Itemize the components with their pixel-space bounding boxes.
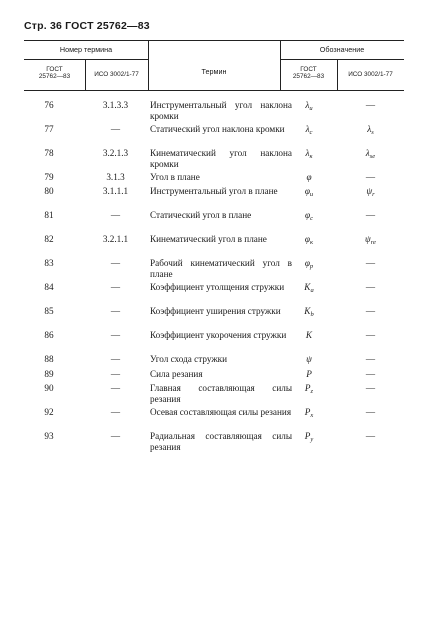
gost-symbol-sub: и [309, 191, 314, 198]
gost-symbol-sub: к [309, 153, 313, 160]
iso-symbol [337, 258, 404, 268]
iso-symbol [337, 100, 404, 110]
iso-clause: — [110, 306, 121, 316]
iso-clause: — [110, 354, 121, 364]
term-number: 83 [44, 258, 54, 268]
term-text: Сила резания [150, 369, 203, 379]
term-text: Коэффициент укорочения стружки [150, 330, 287, 340]
gost-symbol-sub: x [310, 412, 314, 419]
term-number: 81 [44, 210, 54, 220]
term-text: Статический угол наклона кромки [150, 124, 285, 134]
gost-symbol-main: P [306, 369, 312, 379]
iso-symbol [337, 172, 404, 182]
gost-symbol [281, 282, 337, 294]
gost-symbol-main: ψ [306, 354, 312, 364]
term-number: 76 [44, 100, 54, 110]
term-number: 78 [44, 148, 54, 158]
gost-symbol [281, 354, 337, 364]
gost-symbol-main: φ [305, 210, 311, 220]
page-header: Стр. 36 ГОСТ 25762—83 [24, 20, 150, 32]
gost-symbol-main: λ [305, 124, 310, 134]
iso-symbol-main: — [365, 369, 376, 379]
term-number: 77 [44, 124, 54, 134]
header-gost-left-l1: ГОСТ [46, 66, 63, 73]
gost-symbol-main: φ [304, 234, 311, 244]
gost-symbol [281, 306, 337, 318]
gost-symbol-sub: a [310, 287, 314, 294]
iso-symbol-main: — [365, 210, 376, 220]
gost-symbol-sub: р [309, 263, 314, 270]
header-terms: Термин [201, 67, 227, 76]
gost-symbol-sub: b [310, 311, 314, 318]
term-text: Осевая составляющая силы резания [150, 407, 292, 417]
term-text: Коэффициент уширения стружки [150, 306, 281, 316]
iso-clause: — [110, 330, 121, 340]
gost-symbol-sub: y [310, 436, 314, 443]
iso-symbol-main: — [365, 431, 376, 441]
gost-symbol-main: λ [305, 100, 310, 110]
term-number: 90 [44, 383, 54, 393]
header-gost-right-l2: 25762—83 [292, 73, 325, 81]
iso-symbol [337, 407, 404, 417]
gost-symbol-sub: с [310, 215, 313, 222]
iso-symbol-main: ψ [365, 234, 371, 244]
header-iso-right: ИСО 3002/1-77 [348, 71, 393, 78]
gost-symbol [281, 383, 337, 395]
iso-symbol-sub: r [372, 191, 375, 198]
iso-symbol [337, 369, 404, 379]
iso-symbol [337, 186, 404, 198]
iso-clause: — [110, 369, 121, 379]
iso-symbol-main: — [365, 354, 376, 364]
iso-symbol-sub: se [369, 153, 376, 160]
gost-symbol [281, 172, 337, 182]
term-text: Рабочий кинематический угол в плане [150, 258, 292, 279]
iso-symbol-main: — [365, 258, 376, 268]
iso-symbol [337, 124, 404, 136]
header-iso-left: ИСО 3002/1-77 [94, 71, 139, 78]
term-number: 79 [44, 172, 54, 182]
iso-symbol [337, 354, 404, 364]
gost-symbol-main: P [304, 407, 311, 417]
term-text: Угол схода стружки [150, 354, 228, 364]
iso-symbol-main: — [365, 172, 376, 182]
gost-symbol-sub: и [309, 105, 313, 112]
term-text: Кинематический угол наклона кромки [150, 148, 292, 169]
iso-symbol-main: ψ [366, 186, 373, 196]
term-text: Угол в плане [150, 172, 200, 182]
iso-clause: 3.1.3.3 [102, 100, 129, 110]
gost-symbol-main: K [304, 306, 311, 316]
gost-symbol [281, 210, 337, 222]
gost-symbol-main: λ [305, 148, 310, 158]
gost-symbol [281, 186, 337, 198]
iso-clause: 3.2.1.3 [102, 148, 129, 158]
gost-symbol [281, 148, 337, 160]
iso-clause: — [110, 383, 121, 393]
iso-symbol-main: — [365, 407, 376, 417]
term-number: 92 [44, 407, 54, 417]
term-number: 82 [44, 234, 54, 244]
term-number: 93 [44, 431, 54, 441]
gost-symbol-main: P [304, 431, 311, 441]
header-gost-left-l2: 25762—83 [38, 73, 71, 81]
iso-symbol-main: — [365, 100, 376, 110]
term-text: Инструментальный угол в плане [150, 186, 278, 196]
gost-symbol-main: K [305, 330, 313, 340]
iso-symbol-main: λ [367, 124, 372, 134]
term-text: Кинематический угол в плане [150, 234, 267, 244]
header-designation: Обозначение [319, 45, 365, 54]
gost-symbol [281, 369, 337, 379]
iso-symbol [337, 148, 404, 160]
gost-symbol [281, 407, 337, 419]
gost-symbol [281, 431, 337, 443]
gost-symbol-main: φ [304, 258, 310, 268]
iso-symbol-main: — [365, 282, 376, 292]
term-text: Главная составляющая силы резания [150, 383, 292, 404]
iso-clause: 3.1.3 [106, 172, 125, 182]
iso-symbol-main: — [365, 306, 376, 316]
iso-symbol [337, 282, 404, 292]
iso-symbol [337, 306, 404, 316]
iso-symbol-main: — [365, 383, 376, 393]
iso-symbol-sub: re [370, 239, 376, 246]
gost-symbol-sub: с [309, 129, 313, 136]
term-number: 86 [44, 330, 54, 340]
iso-symbol-sub: s [371, 129, 374, 136]
iso-symbol [337, 383, 404, 393]
gost-symbol-main: K [304, 282, 311, 292]
iso-clause: — [110, 431, 121, 441]
iso-clause: — [110, 210, 121, 220]
iso-clause: — [110, 282, 121, 292]
term-text: Статический угол в плане [150, 210, 252, 220]
iso-clause: 3.2.1.1 [102, 234, 129, 244]
gost-symbol-main: P [304, 383, 311, 393]
term-number: 85 [44, 306, 54, 316]
gost-symbol [281, 100, 337, 112]
header-gost-right-l1: ГОСТ [300, 66, 317, 73]
term-text: Радиальная составляющая силы резания [150, 431, 292, 452]
gost-symbol [281, 258, 337, 270]
term-number: 84 [44, 282, 54, 292]
gost-symbol [281, 234, 337, 246]
gost-symbol-sub: к [310, 239, 314, 246]
iso-clause: — [110, 258, 121, 268]
gost-symbol-sub: z [310, 388, 314, 395]
term-number: 89 [44, 369, 54, 379]
gost-symbol-main: φ [306, 172, 312, 182]
term-text: Инструментальный угол наклона кромки [150, 100, 292, 121]
iso-clause: — [110, 124, 121, 134]
iso-symbol-main: λ [365, 148, 370, 158]
iso-clause: — [110, 407, 121, 417]
term-number: 80 [44, 186, 54, 196]
iso-symbol [337, 210, 404, 220]
gost-symbol-main: φ [304, 186, 310, 196]
iso-symbol-main: — [365, 330, 376, 340]
term-number: 88 [44, 354, 54, 364]
gost-symbol [281, 124, 337, 136]
iso-clause: 3.1.1.1 [102, 186, 129, 196]
header-term-number: Номер термина [59, 45, 113, 54]
iso-symbol [337, 431, 404, 441]
iso-symbol [337, 234, 404, 246]
term-text: Коэффициент утолщения стружки [150, 282, 285, 292]
gost-symbol [281, 330, 337, 340]
iso-symbol [337, 330, 404, 340]
